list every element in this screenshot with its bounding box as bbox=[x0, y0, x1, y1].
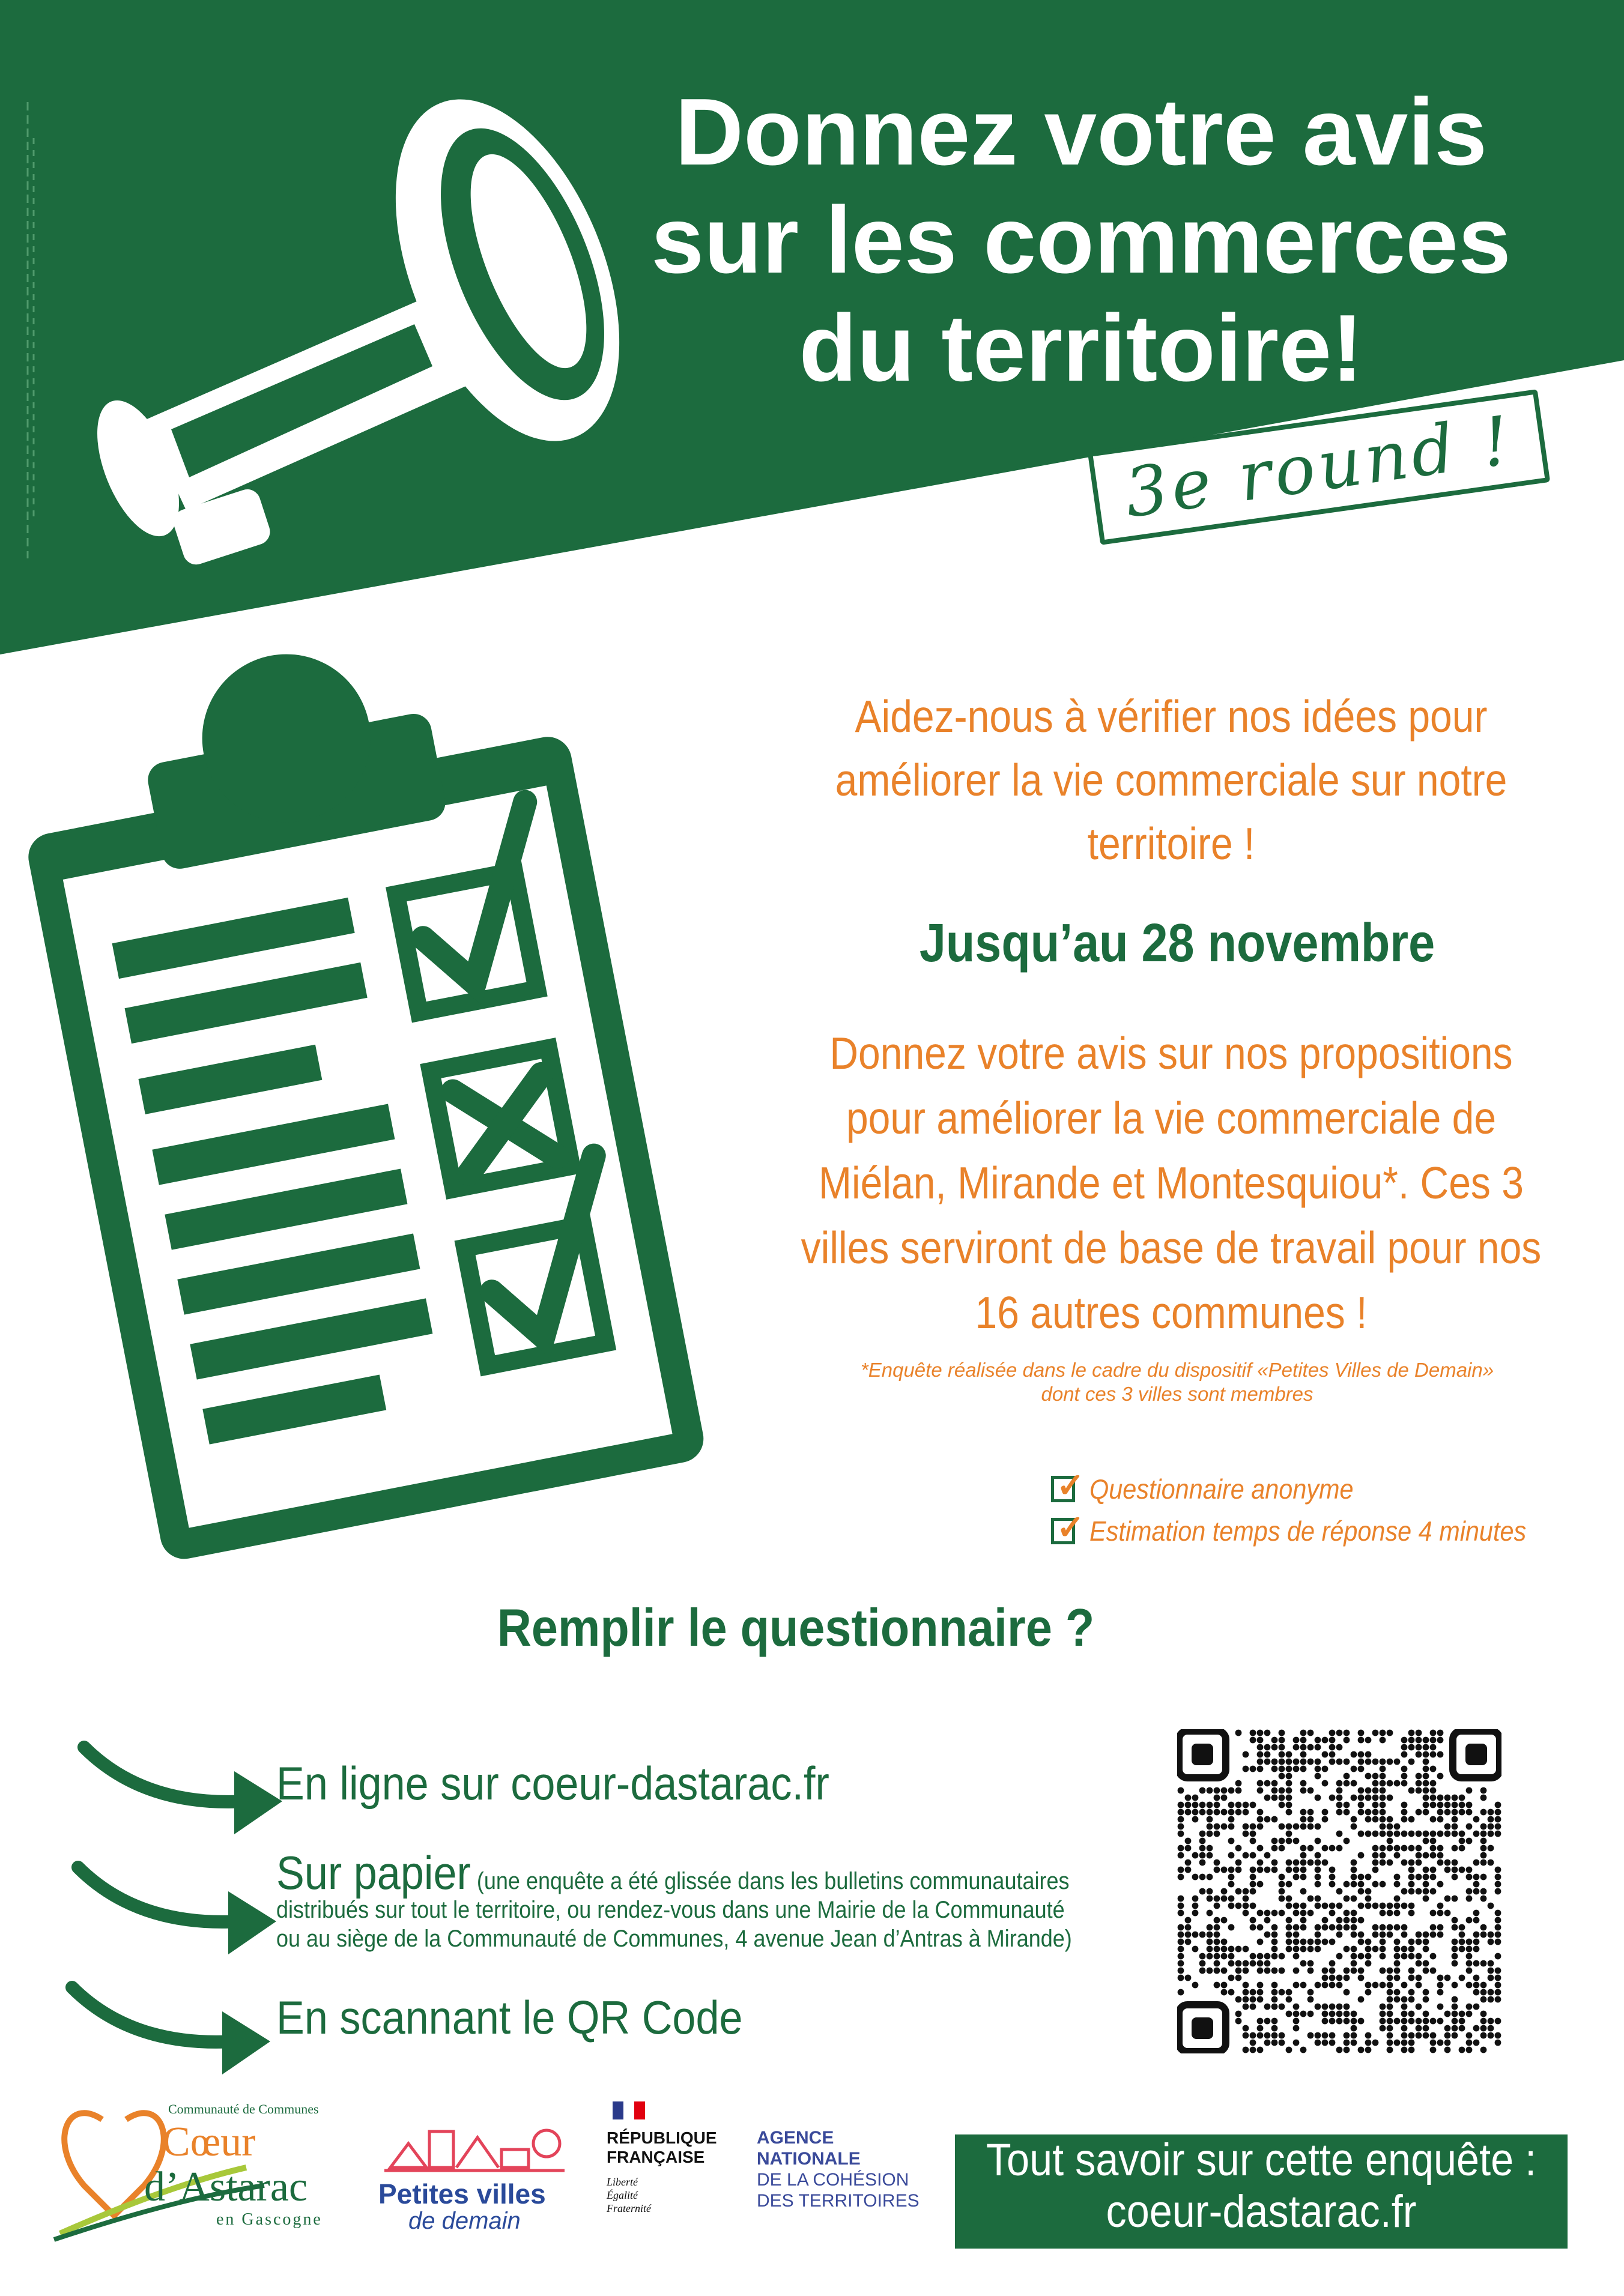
anct-logo-line-1: AGENCE bbox=[757, 2128, 834, 2148]
page-title bbox=[601, 78, 1562, 402]
rf-motto-3: Fraternité bbox=[607, 2202, 651, 2214]
way-paper-title: Sur papier bbox=[276, 1846, 471, 1899]
republique-francaise-logo bbox=[601, 2095, 733, 2240]
info-box-line-1: Tout savoir sur cette enquête : bbox=[986, 2134, 1537, 2186]
intro-line-1: Aidez-nous à vérifier nos idées pour bbox=[855, 691, 1488, 742]
title-line-1: Donnez votre avis bbox=[674, 79, 1488, 185]
way-online: En ligne sur coeur-dastarac.fr bbox=[276, 1757, 829, 1810]
title-line-3: du territoire! bbox=[799, 295, 1363, 401]
way-paper-detail-2: distribués sur tout le territoire, ou rendez-vous dans une Mairie de la Communauté bbox=[276, 1897, 1065, 1923]
way-paper-detail-1: (une enquête a été glissée dans les bulletins communautaires bbox=[476, 1868, 1070, 1894]
megaphone-icon bbox=[48, 54, 625, 582]
pvd-logo-line-2: de demain bbox=[408, 2208, 521, 2234]
info-box[interactable] bbox=[955, 2134, 1568, 2249]
proposal-text bbox=[790, 1021, 1551, 1345]
coeur-logo-line-4: en Gascogne bbox=[216, 2210, 323, 2229]
anct-logo-line-4: DES TERRITOIRES bbox=[757, 2191, 920, 2211]
anct-logo-line-2: NATIONALE bbox=[757, 2149, 861, 2169]
way-qr: En scannant le QR Code bbox=[276, 1991, 743, 2044]
deadline: Jusqu’au 28 novembre bbox=[919, 913, 1435, 973]
info-box-line-2[interactable]: coeur-dastarac.fr bbox=[1106, 2186, 1417, 2237]
pvd-logo-line-1: Petites villes bbox=[378, 2178, 546, 2210]
way-paper-detail-3: ou au siège de la Communauté de Communes, 4 avenue Jean d’Antras à Mirande) bbox=[276, 1926, 1072, 1952]
anct-logo-line-3: DE LA COHÉSION bbox=[757, 2170, 909, 2190]
footnote-line-2: dont ces 3 villes sont membres bbox=[1041, 1383, 1313, 1405]
coeur-logo-line-1: Communauté de Communes bbox=[168, 2101, 319, 2116]
checkbox-icon: ✓ bbox=[1051, 1518, 1075, 1544]
rf-logo-line-2: FRANÇAISE bbox=[607, 2148, 705, 2166]
coeur-logo-line-3: d’Astarac bbox=[144, 2164, 308, 2210]
qr-code[interactable] bbox=[1177, 1729, 1501, 2053]
proposal-line-5: 16 autres communes ! bbox=[975, 1287, 1368, 1338]
title-line-2: sur les commerces bbox=[651, 187, 1511, 293]
anct-logo bbox=[751, 2095, 943, 2240]
proposal-line-3: Miélan, Mirande et Montesquiou*. Ces 3 bbox=[819, 1158, 1524, 1208]
vertical-credit-note bbox=[24, 102, 38, 558]
clipboard-checklist-icon bbox=[24, 636, 745, 1573]
arrow-icon bbox=[60, 1843, 288, 1963]
round-badge-text: 3e round ! bbox=[1120, 401, 1518, 533]
footnote-line-1: *Enquête réalisée dans le cadre du dispositif «Petites Villes de Demain» bbox=[860, 1359, 1494, 1381]
checklist-label: Estimation temps de réponse 4 minutes bbox=[1089, 1515, 1527, 1547]
checklist-label: Questionnaire anonyme bbox=[1089, 1473, 1354, 1505]
intro-line-2: améliorer la vie commerciale sur notre bbox=[835, 755, 1507, 805]
coeur-logo-line-2: Cœur bbox=[162, 2119, 256, 2165]
arrow-icon bbox=[60, 1969, 288, 2089]
rf-motto-2: Égalité bbox=[607, 2189, 638, 2201]
checklist-item-anonymous bbox=[1051, 1466, 1592, 1507]
checkbox-icon: ✓ bbox=[1051, 1476, 1075, 1502]
proposal-line-4: villes serviront de base de travail pour nos bbox=[801, 1222, 1542, 1273]
proposal-line-2: pour améliorer la vie commerciale de bbox=[846, 1093, 1497, 1143]
footnote bbox=[799, 1358, 1556, 1406]
coeur-dastarac-logo bbox=[48, 2095, 360, 2246]
proposal-line-1: Donnez votre avis sur nos propositions bbox=[829, 1028, 1513, 1078]
way-paper bbox=[276, 1846, 1072, 1953]
how-to-heading: Remplir le questionnaire ? bbox=[497, 1598, 1095, 1657]
arrow-icon bbox=[60, 1729, 288, 1849]
intro-line-3: territoire ! bbox=[1087, 818, 1255, 869]
rf-motto-1: Liberté bbox=[607, 2176, 638, 2188]
rf-logo-line-1: RÉPUBLIQUE bbox=[607, 2128, 717, 2147]
checklist-item-duration bbox=[1051, 1508, 1592, 1549]
petites-villes-logo bbox=[372, 2095, 583, 2234]
intro-text bbox=[801, 684, 1541, 875]
